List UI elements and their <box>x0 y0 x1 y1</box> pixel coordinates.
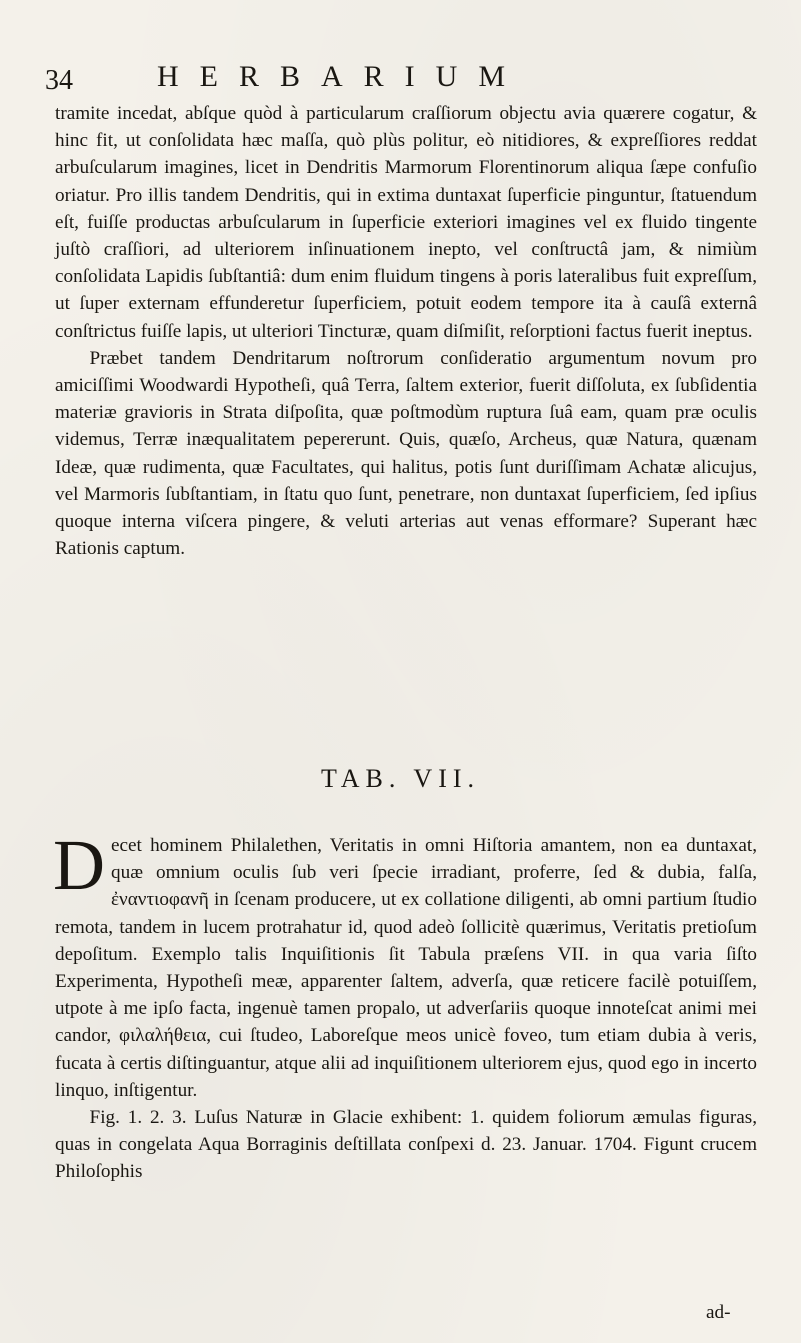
running-title: HERBARIUM <box>157 60 527 93</box>
text-block-lower <box>53 825 757 1186</box>
tab-heading: TAB. VII. <box>320 764 481 793</box>
page-header <box>45 60 765 100</box>
text-block-upper <box>55 100 757 562</box>
paragraph-3 <box>53 825 757 1104</box>
paragraph-2: Præbet tandem Dendritarum noſtrorum conſideratio argumentum novum pro amiciſſimi Woodwardi Hypotheſi, quâ Terra, ſaltem exterior, fuerit diſſoluta, ex ſubſidentia materiæ gravioris in Strata diſpoſita, quæ poſtmodùm ruptura ſuâ eam, quam præ oculis videmus, Terræ inæqualitatem pepererunt. Quis, quæſo, Archeus, quæ Natura, quænam Ideæ, quæ rudimenta, quæ Facultates, qui halitus, potis ſunt duriſſimam Achatæ alicujus, vel Marmoris ſubſtantiam, in ſtatu quo ſunt, penetrare, non duntaxat ſuperficiem, ſed ipſius quoque interna viſcera pingere, & veluti arterias aut venas efformare? Superant hæc Rationis captum. <box>55 347 757 560</box>
page-number: 34 <box>45 65 73 96</box>
catchword: ad- <box>706 1302 731 1323</box>
paragraph-4: Fig. 1. 2. 3. Luſus Naturæ in Glacie exhibent: 1. quidem foliorum æmulas figuras, quas in congelata Aqua Borraginis deſtillata conſpexi d. 23. Januar. 1704. Figunt crucem Philoſophis <box>55 1107 757 1183</box>
paragraph-3-text: ecet hominem Philalethen, Veritatis in omni Hiſtoria amantem, non ea duntaxat, quæ omnium oculis ſub veri ſpecie irradiant, proferre, ſed & dubia, falſa, ἐναντιοφανῆ in ſcenam producere, ut ex collatione diligenti, ab omni partium ſtudio remota, tandem in lucem protrahatur id, quod adeò ſollicitè quærimus, Veritatis pretioſum depoſitum. Exemplo talis Inquiſitionis ſit Tabula præſens VII. in qua varia ſiſto Experimenta, Hypotheſi meæ, apparenter ſaltem, adverſa, quæ reticere facilè potuiſſem, utpote à me ipſo facta, ingenuè tamen propalo, ut adverſariis quoque innoteſcat animi mei candor, φιλαλήθεια, cui ſtudeo, Laboreſque meos unicè foveo, tum etiam dubia à veris, fucata à certis diſtinguantur, atque alii ad inquiſitionem ulteriorem ejus, quod ego in incerto linquo, inſtigentur. <box>55 835 757 1101</box>
paragraph-1: tramite incedat, abſque quòd à particularum craſſiorum objectu avia quærere cogatur, & hinc fit, ut conſolidata hæc maſſa, quò plùs politur, eò nitidiores, & expreſſiores reddat arbuſcularum imagines, licet in Dendritis Marmorum Florentinorum aliqua ſæpe confuſio oriatur. Pro illis tandem Dendritis, qui in extima duntaxat ſuperficie pinguntur, ſtatuendum eſt, fuiſſe productas arbuſcularum in ſuperficie exteriori imagines vel ex fluido tingente juſtò craſſiori, ad ulteriorem inſinuationem inepto, vel conſtructâ jam, & nimiùm conſolidata Lapidis ſubſtantiâ: dum enim fluidum tingens à poris lateralibus fuit expreſſum, ut ſuper externam effunderetur ſuperficiem, potuit eodem tempore ita à cauſâ externâ conſtrictus fuiſſe lapis, ut ulteriori Tincturæ, quam diſmiſit, reſorptioni factus fuerit ineptus. <box>55 103 757 342</box>
drop-cap: D <box>53 825 105 905</box>
